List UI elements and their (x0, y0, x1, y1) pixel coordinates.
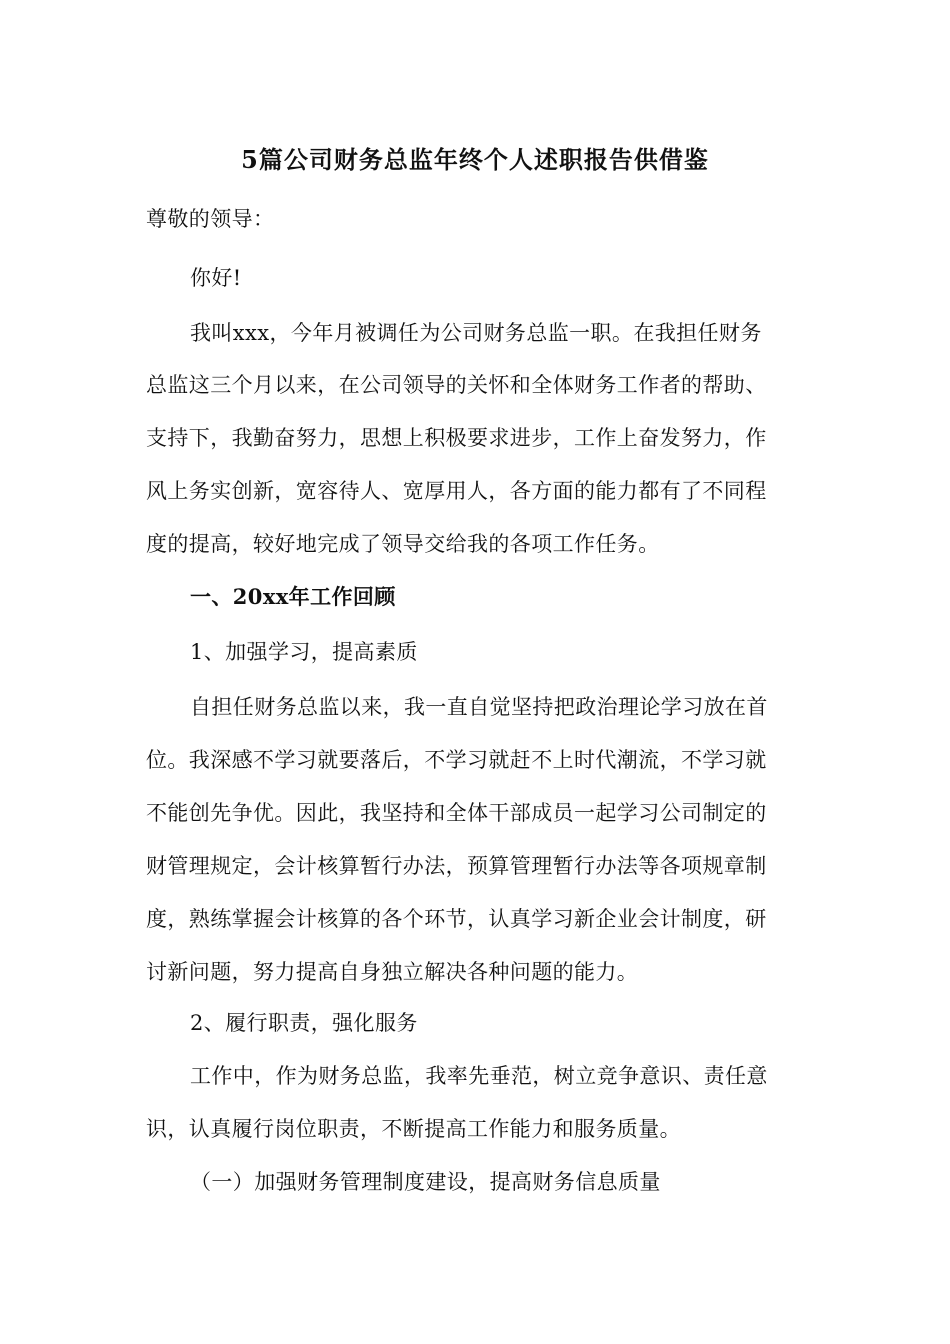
subsection-heading-2: 2、履行职责，强化服务 (190, 1011, 418, 1035)
intro-line-4: 风上务实创新，宽容待人、宽厚用人，各方面的能力都有了不同程 (146, 479, 767, 503)
sub1-line-5: 度，熟练掌握会计核算的各个环节，认真学习新企业会计制度，研 (146, 907, 767, 931)
section-heading-1: 一、20xx年工作回顾 (190, 584, 396, 609)
sub1-line-4: 财管理规定，会计核算暂行办法，预算管理暂行办法等各项规章制 (146, 854, 767, 878)
sub1-line-3: 不能创先争优。因此，我坚持和全体干部成员一起学习公司制定的 (146, 801, 767, 825)
intro-line-1: 我叫xxx，今年月被调任为公司财务总监一职。在我担任财务 (190, 321, 762, 345)
salutation: 尊敬的领导： (146, 207, 275, 231)
intro-line-2: 总监这三个月以来，在公司领导的关怀和全体财务工作者的帮助、 (146, 373, 767, 397)
intro-line-5: 度的提高，较好地完成了领导交给我的各项工作任务。 (146, 532, 660, 556)
intro-line-3: 支持下，我勤奋努力，思想上积极要求进步，工作上奋发努力，作 (146, 426, 767, 450)
sub1-line-6: 讨新问题，努力提高自身独立解决各种问题的能力。 (146, 960, 639, 984)
sub2-line-2: 识，认真履行岗位职责，不断提高工作能力和服务质量。 (146, 1117, 681, 1141)
sub2-item-1: （一）加强财务管理制度建设，提高财务信息质量 (190, 1170, 661, 1194)
sub2-line-1: 工作中，作为财务总监，我率先垂范，树立竞争意识、责任意 (190, 1064, 768, 1088)
document-title: 5篇公司财务总监年终个人述职报告供借鉴 (241, 145, 709, 174)
subsection-heading-1: 1、加强学习，提高素质 (190, 640, 418, 664)
sub1-line-2: 位。我深感不学习就要落后，不学习就赶不上时代潮流，不学习就 (146, 748, 767, 772)
greeting: 你好! (190, 266, 242, 290)
sub1-line-1: 自担任财务总监以来，我一直自觉坚持把政治理论学习放在首 (190, 695, 768, 719)
